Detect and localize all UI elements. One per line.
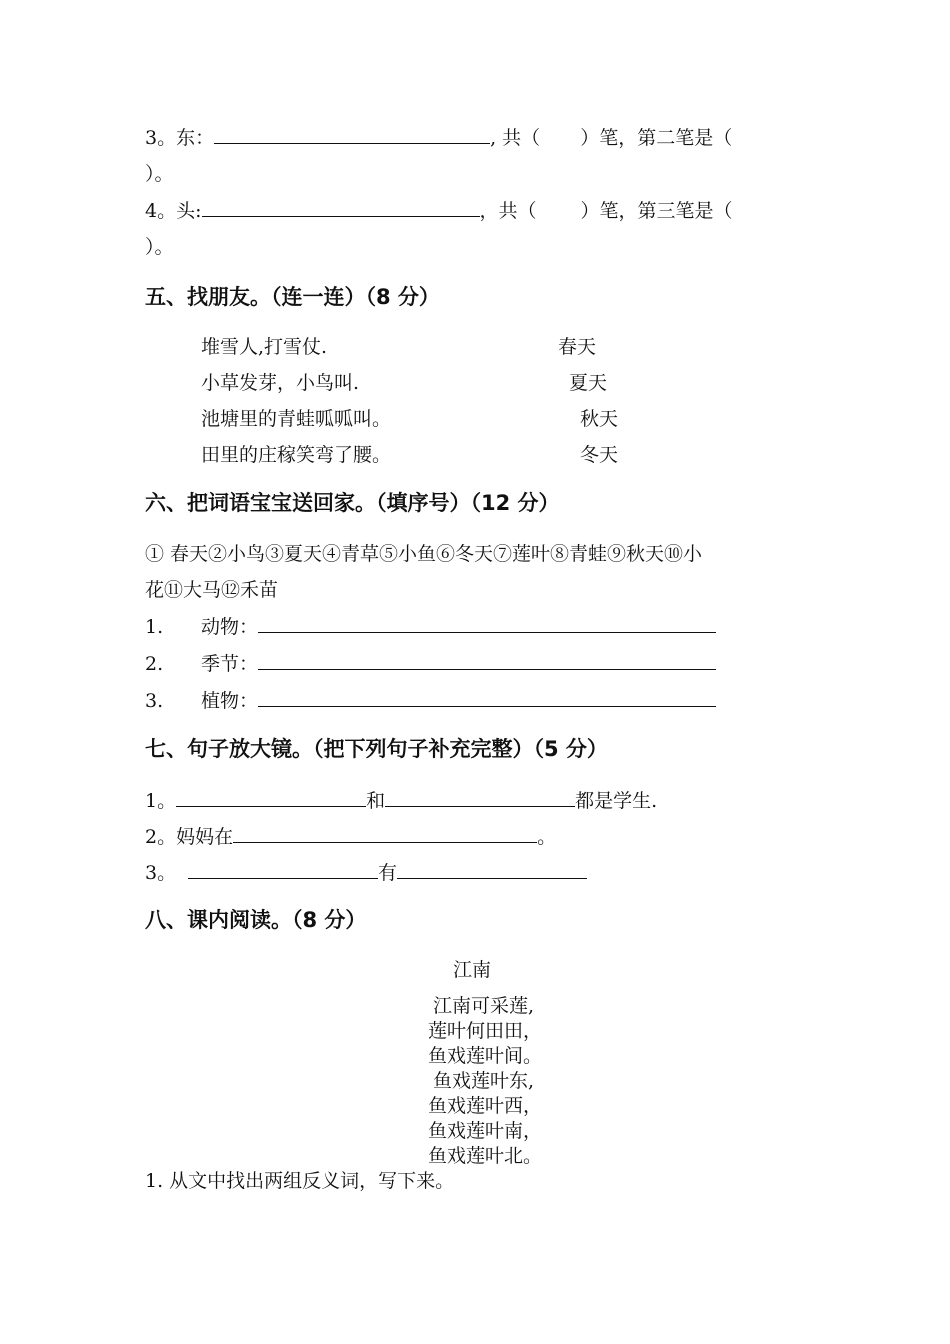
match-left-item[interactable]: 池塘里的青蛙呱呱叫。: [201, 408, 392, 430]
word-bank-line-1: ① 春天②小鸟③夏天④青草⑤小鱼⑥冬天⑦莲叶⑧青蛙⑨秋天⑩小: [145, 543, 703, 565]
match-right-item[interactable]: 冬天: [580, 444, 619, 466]
q4-line-4-end: ）。: [145, 236, 174, 258]
poem-line: 鱼戏莲叶间。: [428, 1045, 543, 1067]
q4-4-stroke-text: ）笔，第三笔是（: [580, 200, 733, 222]
q4-3-blank[interactable]: [214, 125, 490, 144]
sentence-blank[interactable]: [188, 860, 378, 879]
q4-3-count-prefix: , 共（: [490, 127, 541, 149]
poem-line: 江南可采莲,: [433, 995, 535, 1017]
section-7-heading: 七、句子放大镜。（把下列句子补充完整）（5 分）: [145, 737, 608, 761]
match-right-item[interactable]: 春天: [558, 336, 597, 358]
poem-line: 鱼戏莲叶西，: [428, 1095, 543, 1117]
q4-3-prefix: 3。东：: [145, 127, 215, 149]
sentence-2: [145, 824, 556, 849]
q4-line-3: [145, 125, 732, 150]
match-left-item[interactable]: 小草发芽，小鸟叫.: [201, 372, 360, 394]
match-right-item[interactable]: 秋天: [580, 408, 619, 430]
category-label: 植物：: [201, 690, 259, 712]
q4-line-3-end: ）。: [145, 163, 174, 185]
sentence-1: [145, 788, 657, 813]
poem-title: 江南: [453, 959, 492, 981]
q4-4-blank[interactable]: [202, 198, 480, 217]
word-bank-line-2: 花⑪大马⑫禾苗: [145, 579, 279, 601]
sentence-blank[interactable]: [385, 788, 575, 807]
section-6-heading: 六、把词语宝宝送回家。（填序号）（12 分）: [145, 491, 560, 515]
section-8-heading: 八、课内阅读。（8 分）: [145, 908, 367, 932]
category-number: 3.: [145, 690, 164, 712]
category-row-seasons: [145, 651, 716, 676]
q4-line-4: [145, 198, 733, 223]
q4-3-stroke-text: ）笔，第二笔是（: [580, 127, 733, 149]
category-answer-blank[interactable]: [258, 614, 716, 633]
match-right-item[interactable]: 夏天: [569, 372, 608, 394]
category-row-plants: [145, 688, 716, 713]
sentence-text: 和: [366, 790, 386, 812]
poem-line: 鱼戏莲叶北。: [428, 1145, 543, 1167]
match-left-item[interactable]: 堆雪人,打雪仗.: [201, 336, 328, 358]
poem-line: 莲叶何田田，: [428, 1020, 543, 1042]
sentence-3: [145, 860, 587, 885]
category-answer-blank[interactable]: [258, 651, 716, 670]
category-label: 动物：: [201, 616, 259, 638]
sentence-number: 3。: [145, 862, 177, 884]
category-number: 1.: [145, 616, 164, 638]
section-5-heading: 五、找朋友。（连一连）（8 分）: [145, 285, 440, 309]
sentence-text: 。: [537, 826, 557, 848]
sentence-text: 都是学生.: [575, 790, 658, 812]
sentence-number: 1。: [145, 790, 177, 812]
sentence-blank[interactable]: [397, 860, 587, 879]
sentence-blank[interactable]: [176, 788, 366, 807]
poem-line: 鱼戏莲叶东,: [433, 1070, 535, 1092]
q4-4-count-prefix: ，共（: [479, 200, 537, 222]
category-row-animals: [145, 614, 716, 639]
reading-question-1: 1. 从文中找出两组反义词，写下来。: [145, 1170, 455, 1192]
sentence-text: 有: [378, 862, 398, 884]
category-label: 季节：: [201, 653, 259, 675]
category-number: 2.: [145, 653, 164, 675]
match-left-item[interactable]: 田里的庄稼笑弯了腰。: [201, 444, 392, 466]
sentence-text: 2。妈妈在: [145, 826, 234, 848]
sentence-blank[interactable]: [233, 824, 537, 843]
category-answer-blank[interactable]: [258, 688, 716, 707]
q4-4-prefix: 4。头:: [145, 200, 202, 222]
poem-line: 鱼戏莲叶南，: [428, 1120, 543, 1142]
